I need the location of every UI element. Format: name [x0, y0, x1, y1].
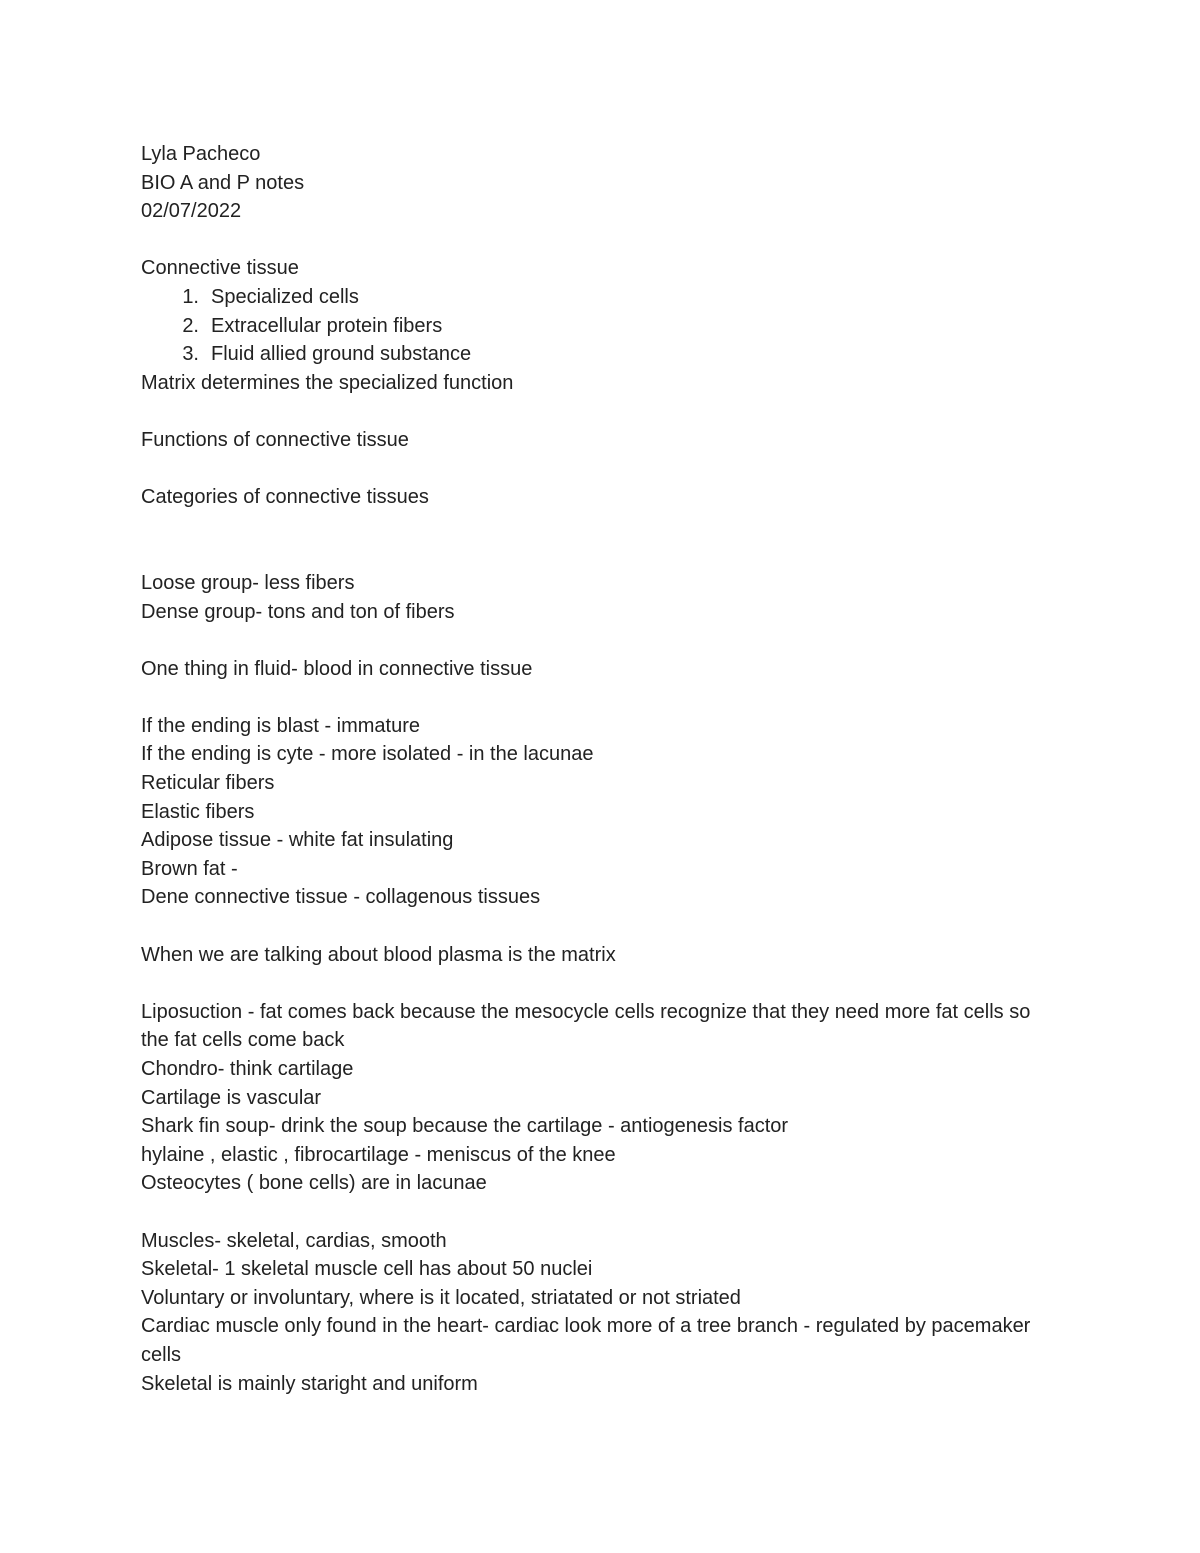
cartilage-note: Osteocytes ( bone cells) are in lacunae [141, 1172, 487, 1195]
cartilage-note: hylaine , elastic , fibrocartilage - meniscus of the knee [141, 1143, 616, 1166]
list-text: Extracellular protein fibers [211, 314, 443, 337]
notes-body [141, 140, 1041, 1398]
cartilage-note: Liposuction - fat comes back because the mesocycle cells recognize that they need more fat cells so the fat cells come back [141, 1000, 1036, 1052]
matrix-note: Matrix determines the specialized function [141, 371, 514, 394]
course-title: BIO A and P notes [141, 171, 305, 194]
cell-note: Adipose tissue - white fat insulating [141, 829, 454, 852]
cell-note: Brown fat - [141, 857, 238, 880]
dense-group-note: Dense group- tons and ton of fibers [141, 600, 455, 623]
muscle-note: Skeletal is mainly staright and uniform [141, 1372, 478, 1395]
list-number: 3. [182, 343, 199, 366]
cartilage-note: Chondro- think cartilage [141, 1058, 354, 1080]
categories-heading: Categories of connective tissues [141, 486, 429, 509]
cartilage-note: Shark fin soup- drink the soup because the cartilage - antiogenesis factor [141, 1115, 789, 1138]
fluid-note: One thing in fluid- blood in connective tissue [141, 657, 533, 680]
blank-line [141, 397, 1041, 426]
blank-line [141, 683, 1041, 712]
plasma-note: When we are talking about blood plasma is the matrix [141, 943, 616, 966]
cell-note: Reticular fibers [141, 772, 275, 795]
blank-line [141, 969, 1041, 998]
connective-heading: Connective tissue [141, 257, 299, 280]
muscle-note: Skeletal- 1 skeletal muscle cell has about 50 nuclei [141, 1258, 593, 1281]
list-text: Fluid allied ground substance [211, 343, 472, 366]
cell-note: If the ending is cyte - more isolated - in the lacunae [141, 743, 594, 766]
blank-line [141, 540, 1041, 569]
list-item [141, 340, 1041, 369]
connective-list [141, 283, 1041, 369]
cell-note: Elastic fibers [141, 800, 255, 823]
muscle-note: Muscles- skeletal, cardias, smooth [141, 1229, 447, 1252]
list-text: Specialized cells [211, 285, 359, 308]
cell-note: Dene connective tissue - collagenous tissues [141, 886, 541, 909]
blank-line [141, 912, 1041, 941]
list-number: 2. [182, 314, 199, 337]
functions-heading: Functions of connective tissue [141, 428, 409, 451]
list-item [141, 312, 1041, 341]
loose-group-note: Loose group- less fibers [141, 571, 355, 594]
muscle-note: Cardiac muscle only found in the heart- cardiac look more of a tree branch - regulated by pacemaker cells [141, 1315, 1036, 1366]
cell-note: If the ending is blast - immature [141, 714, 421, 737]
muscle-note: Voluntary or involuntary, where is it located, striatated or not striated [141, 1286, 741, 1309]
list-item [141, 283, 1041, 312]
blank-line [141, 512, 1041, 541]
cartilage-note: Cartilage is vascular [141, 1086, 322, 1109]
blank-line [141, 455, 1041, 484]
author-name: Lyla Pacheco [141, 143, 261, 165]
blank-line [141, 226, 1041, 255]
list-number: 1. [182, 285, 199, 308]
blank-line [141, 1198, 1041, 1227]
blank-line [141, 626, 1041, 655]
notes-date: 02/07/2022 [141, 200, 242, 223]
